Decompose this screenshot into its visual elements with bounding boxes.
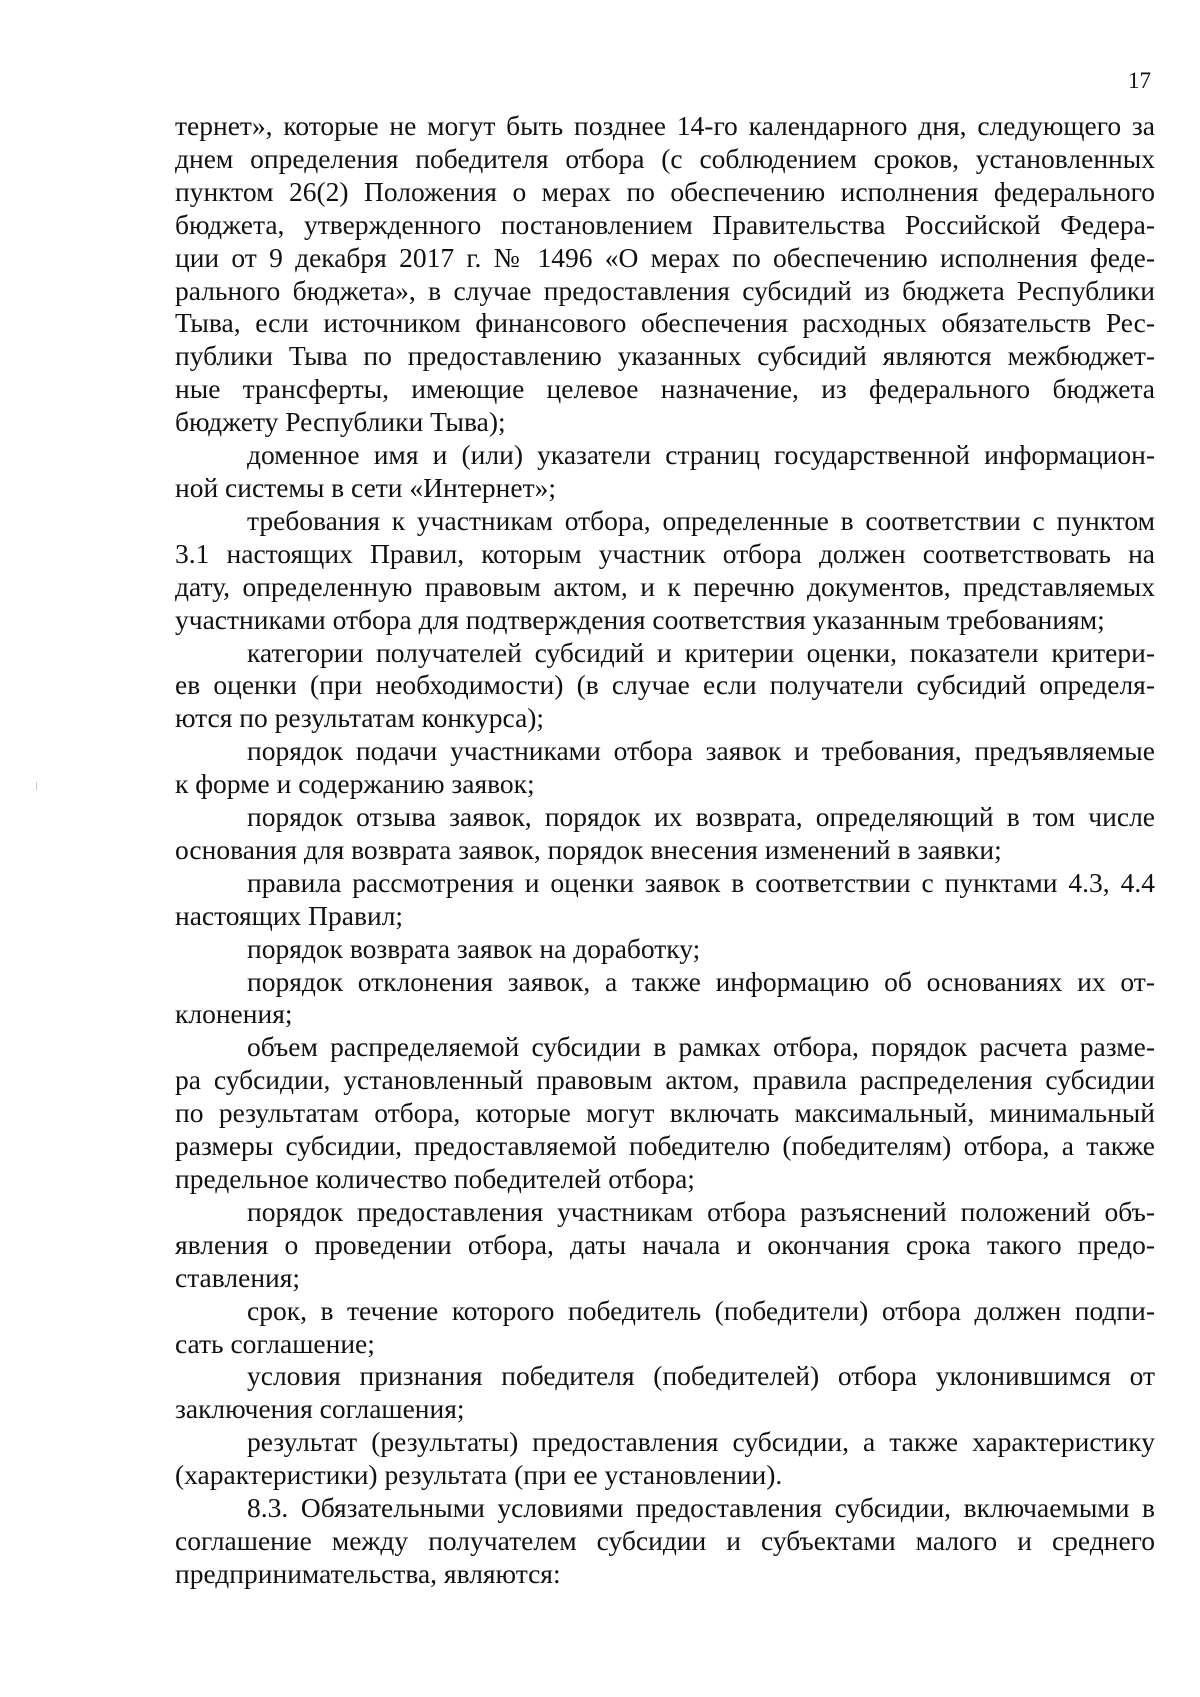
paragraph xyxy=(175,637,1155,736)
text-line: (характеристики) результата (при ее установлении). xyxy=(175,1459,783,1491)
text-line: ные трансферты, имеющие целевое назначение, из федерального бюджета xyxy=(175,373,1155,405)
text-line: 3.1 настоящих Правил, которым участник отбора должен соответствовать на xyxy=(175,537,1155,569)
paragraph xyxy=(175,966,1155,1032)
text-line: по результатам отбора, которые могут включать максимальный, минимальный xyxy=(175,1097,1155,1129)
text-line: явления о проведении отбора, даты начала и окончания срока такого предо- xyxy=(175,1228,1155,1260)
text-line: категории получателей субсидий и критерии оценки, показатели критери- xyxy=(247,636,1155,668)
text-line: порядок возврата заявок на доработку; xyxy=(247,932,701,964)
paragraph xyxy=(175,505,1155,637)
text-line: предпринимательства, являются: xyxy=(175,1557,561,1589)
paragraph xyxy=(175,1492,1155,1591)
text-line: 8.3. Обязательными условиями предоставления субсидии, включаемыми в xyxy=(247,1492,1155,1524)
text-line: предельное количество победителей отбора; xyxy=(175,1163,695,1194)
text-line: сать соглашение; xyxy=(175,1327,375,1359)
text-line: бюджету Республики Тыва); xyxy=(175,406,506,438)
paragraph xyxy=(175,735,1155,801)
text-line: пунктом 26(2) Положения о мерах по обеспечению исполнения федерального xyxy=(175,175,1155,207)
text-line: требования к участникам отбора, определенные в соответствии с пунктом xyxy=(247,504,1155,536)
paragraph xyxy=(175,933,1155,966)
text-line: ра субсидии, установленный правовым актом, правила распределения субсидии xyxy=(175,1064,1155,1096)
text-line: бюджета, утвержденного постановлением Правительства Российской Федера- xyxy=(175,208,1155,240)
paragraph xyxy=(175,801,1155,867)
paragraph xyxy=(175,1196,1155,1295)
text-line: порядок подачи участниками отбора заявок и требования, предъявляемые xyxy=(247,735,1155,767)
text-line: ются по результатам конкурса); xyxy=(175,702,545,734)
text-line: днем определения победителя отбора (с соблюдением сроков, установленных xyxy=(175,142,1155,174)
paragraph xyxy=(175,1426,1155,1492)
text-line: к форме и содержанию заявок; xyxy=(175,768,535,800)
text-line: срок, в течение которого победитель (победители) отбора должен подпи- xyxy=(247,1294,1155,1326)
text-line: правила рассмотрения и оценки заявок в соответствии с пунктами 4.3, 4.4 xyxy=(247,866,1155,898)
text-line: ции от 9 декабря 2017 г. № 1496 «О мерах по обеспечению исполнения феде- xyxy=(175,241,1155,273)
paragraph xyxy=(175,439,1155,505)
text-line: участниками отбора для подтверждения соответствия указанным требованиям; xyxy=(175,603,1105,635)
text-line: настоящих Правил; xyxy=(175,899,404,931)
text-line: доменное имя и (или) указатели страниц государственной информацион- xyxy=(247,439,1155,471)
text-line: тернет», которые не могут быть позднее 14-го календарного дня, следующего за xyxy=(175,110,1155,141)
text-line: ной системы в сети «Интернет»; xyxy=(175,471,557,503)
paragraph xyxy=(175,1295,1155,1361)
text-line: Тыва, если источником финансового обеспечения расходных обязательств Рес- xyxy=(175,307,1155,339)
scan-artifact xyxy=(36,782,37,790)
text-line: результат (результаты) предоставления субсидии, а также характеристику xyxy=(247,1426,1155,1458)
text-line: порядок отклонения заявок, а также информацию об основаниях их от- xyxy=(247,965,1155,997)
text-line: объем распределяемой субсидии в рамках отбора, порядок расчета разме- xyxy=(247,1031,1155,1063)
text-line: соглашение между получателем субсидии и субъектами малого и среднего xyxy=(175,1524,1155,1556)
text-line: условия признания победителя (победителей) отбора уклонившимся от xyxy=(247,1360,1155,1392)
text-line: порядок отзыва заявок, порядок их возврата, определяющий в том числе xyxy=(247,801,1155,833)
text-line: рального бюджета», в случае предоставления субсидий из бюджета Республики xyxy=(175,274,1155,306)
paragraph xyxy=(175,1031,1155,1196)
paragraph xyxy=(175,1360,1155,1426)
page-number: 17 xyxy=(1128,68,1151,93)
paragraph xyxy=(175,867,1155,933)
text-line: дату, определенную правовым актом, и к перечню документов, представляемых xyxy=(175,570,1155,602)
text-line: порядок предоставления участникам отбора разъяснений положений объ- xyxy=(247,1195,1155,1227)
paragraph xyxy=(175,110,1155,439)
text-line: размеры субсидии, предоставляемой победителю (победителям) отбора, а также xyxy=(175,1130,1155,1162)
text-line: заключения соглашения; xyxy=(175,1393,465,1425)
text-line: ставления; xyxy=(175,1261,301,1293)
text-line: публики Тыва по предоставлению указанных субсидий являются межбюджет- xyxy=(175,340,1155,372)
text-line: клонения; xyxy=(175,998,293,1030)
text-line: ев оценки (при необходимости) (в случае если получатели субсидий определя- xyxy=(175,669,1155,701)
text-line: основания для возврата заявок, порядок внесения изменений в заявки; xyxy=(175,833,1002,865)
document-body xyxy=(175,110,1155,1591)
